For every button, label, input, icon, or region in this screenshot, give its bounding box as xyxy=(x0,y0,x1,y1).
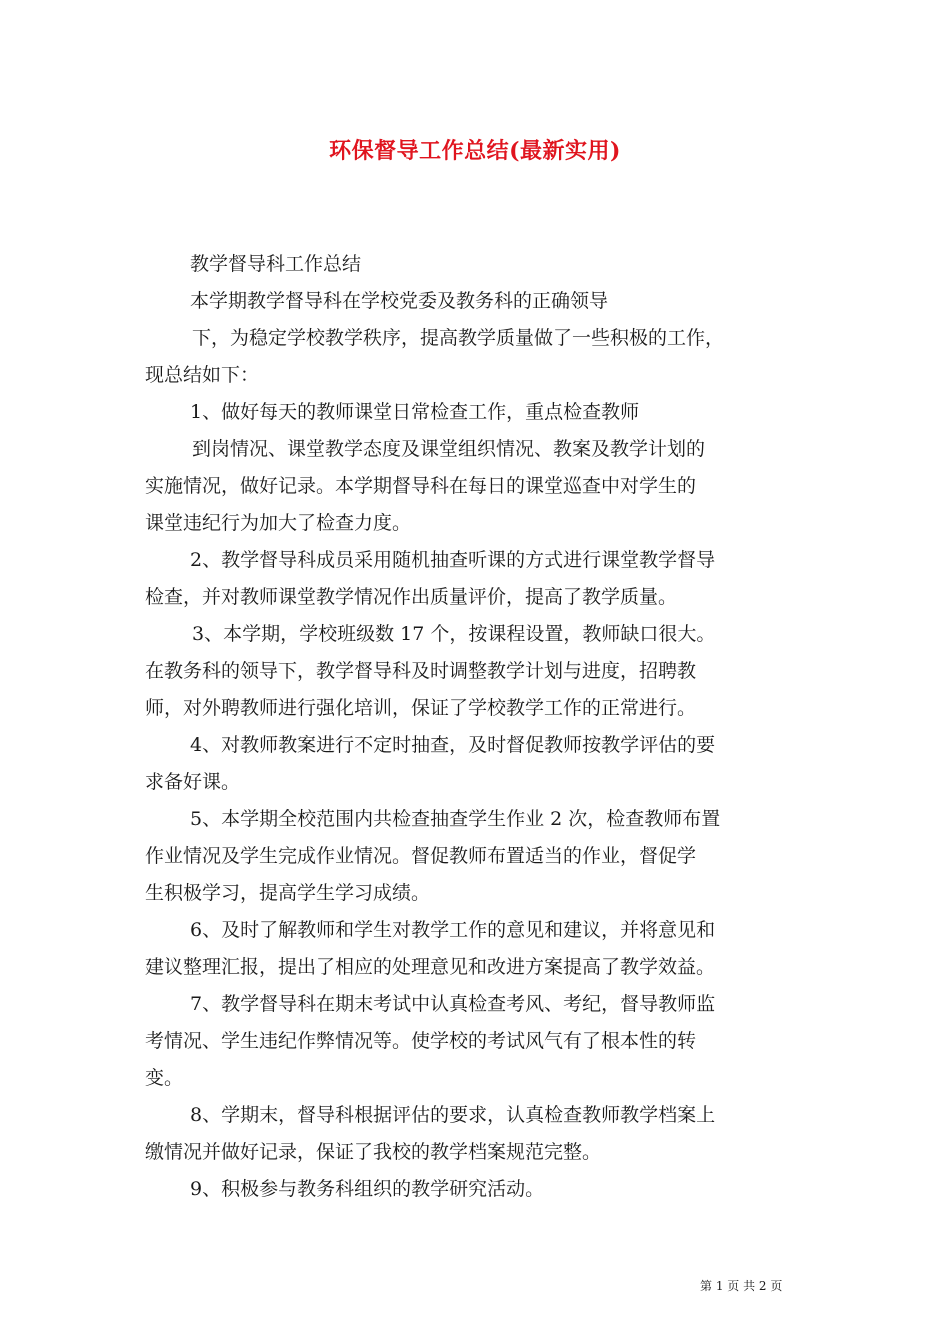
line-23: 变。 xyxy=(145,1067,184,1089)
line-26: 9、积极参与教务科组织的教学研究活动。 xyxy=(190,1178,545,1200)
line-3: 下，为稳定学校教学秩序，提高教学质量做了一些积极的工作， xyxy=(192,327,725,349)
line-14: 4、对教师教案进行不定时抽查，及时督促教师按教学评估的要 xyxy=(190,734,716,756)
line-18: 生积极学习，提高学生学习成绩。 xyxy=(145,882,431,904)
line-20: 建议整理汇报，提出了相应的处理意见和改进方案提高了教学效益。 xyxy=(145,956,716,978)
line-21: 7、教学督导科在期末考试中认真检查考风、考纪，督导教师监 xyxy=(190,993,716,1015)
line-16: 5、本学期全校范围内共检查抽查学生作业 2 次，检查教师布置 xyxy=(190,808,721,830)
line-7: 实施情况，做好记录。本学期督导科在每日的课堂巡查中对学生的 xyxy=(145,475,697,497)
line-24: 8、学期末，督导科根据评估的要求，认真检查教师教学档案上 xyxy=(190,1104,716,1126)
line-11: 3、本学期，学校班级数 17 个，按课程设置，教师缺口很大。 xyxy=(192,623,716,645)
line-25: 缴情况并做好记录，保证了我校的教学档案规范完整。 xyxy=(145,1141,602,1163)
line-4: 现总结如下： xyxy=(145,364,260,386)
line-1: 教学督导科工作总结 xyxy=(190,253,362,275)
line-19: 6、及时了解教师和学生对教学工作的意见和建议，并将意见和 xyxy=(190,919,716,941)
line-6: 到岗情况、课堂教学态度及课堂组织情况、教案及教学计划的 xyxy=(192,438,706,460)
line-15: 求备好课。 xyxy=(145,771,241,793)
line-2: 本学期教学督导科在学校党委及教务科的正确领导 xyxy=(190,290,609,312)
line-12: 在教务科的领导下，教学督导科及时调整教学计划与进度，招聘教 xyxy=(145,660,697,682)
line-13: 师，对外聘教师进行强化培训，保证了学校教学工作的正常进行。 xyxy=(145,697,697,719)
line-8: 课堂违纪行为加大了检查力度。 xyxy=(145,512,412,534)
line-9: 2、教学督导科成员采用随机抽查听课的方式进行课堂教学督导 xyxy=(190,549,716,571)
page-footer: 第 1 页 共 2 页 xyxy=(700,1279,783,1293)
line-17: 作业情况及学生完成作业情况。督促教师布置适当的作业，督促学 xyxy=(145,845,697,867)
line-22: 考情况、学生违纪作弊情况等。使学校的考试风气有了根本性的转 xyxy=(145,1030,697,1052)
line-5: 1、做好每天的教师课堂日常检查工作，重点检查教师 xyxy=(190,401,640,423)
document-title: 环保督导工作总结(最新实用) xyxy=(329,138,621,164)
line-10: 检查，并对教师课堂教学情况作出质量评价，提高了教学质量。 xyxy=(145,586,678,608)
